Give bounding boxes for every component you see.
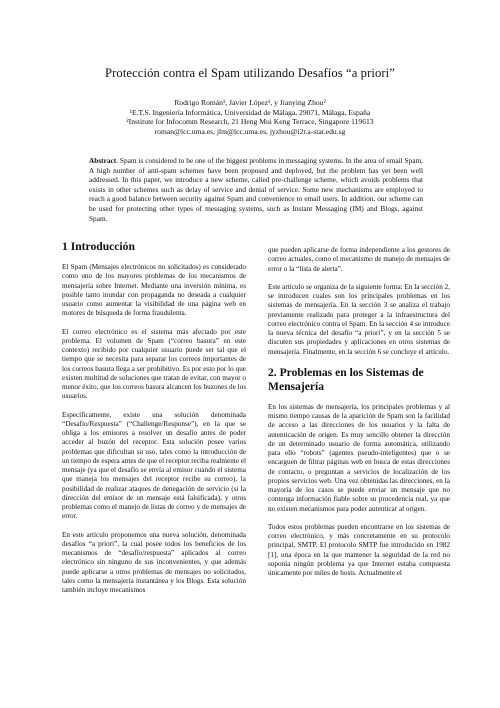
abstract-label: Abstract bbox=[89, 156, 117, 165]
author-emails: roman@lcc.uma.es, jlm@lcc.uma.es, jyzhou@i2r.a-star.edu.sg bbox=[154, 126, 346, 136]
author-names: Rodrigo Román¹, Javier López¹, y Jianying Zhou² bbox=[174, 98, 326, 107]
affiliation-1: ¹E.T.S. Ingeniería Informática, Universidad de Málaga, 29071, Málaga, España bbox=[129, 107, 371, 117]
paragraph: El Spam (Mensajes electrónicos no solicitados) es considerado como uno de los mayores problemas de los mecanismos de mensajería sobre Internet. Mediante una inversión mínima, es posible tanto inundar con propaganda no deseada a cualquier usuario como aumentar la visibilidad de una página web en motores de búsqueda de forma fraudulenta. bbox=[62, 263, 246, 318]
paragraph: que pueden aplicarse de forma independiente a los gestores de correo actuales, como el mecanismo de manejo de mensajes de error o la “lista de alerta”. bbox=[268, 246, 450, 273]
paragraph: El correo electrónico es el sistema más afectado por este problema. El volumen de Spam (“correo basura” en este contexto) recibido por cualquier usuario puede ser tal que el tiempo que se necesita para separar los correos importantes de los correos basura llega a ser prohibitivo. Es por esto por lo que existen multitud de soluciones que tratan de evitar, con mayor o menor éxito, que los correos basura alcancen los buzones de los usuarios. bbox=[62, 327, 246, 401]
paper-title: Protección contra el Spam utilizando Desafíos “a priori” bbox=[105, 66, 395, 80]
affiliation-2: ²Institute for Infocomm Research, 21 Heng Mui Keng Terrace, Singapore 119613 bbox=[126, 117, 374, 127]
paragraph: Todos estos problemas pueden encontrarse en los sistemas de correo electrónico, y más concretamente en su protocolo principal, SMTP. El protocolo SMTP fue introducido en 1982 [1], una época en la que mantener la seguridad de la red no suponía ningún problema ya que Internet estaba compuesta únicamente por miles de hosts. Actualmente el bbox=[268, 522, 450, 577]
paragraph: Este artículo se organiza de la siguiente forma: En la sección 2, se introducen cuales son los principales problemas en los sistemas de mensajería. En la sección 3 se analiza el trabajo previamente realizado para proteger a la infraestructura del correo electrónico contra el Spam. En la sección 4 se introduce la nueva técnica del desafío “a priori”, y en la sección 5 se discuten sus propiedades y aplicaciones en otros sistemas de mensajería. Finalmente, en la sección 6 se concluye el artículo. bbox=[268, 282, 450, 356]
section-2-heading: 2. Problemas en los Sistemas de Mensajería bbox=[268, 365, 424, 393]
abstract-text: . Spam is considered to be one of the biggest problems in messaging systems. In the area of email Spam, A high number of anti-spam schemes have been proposed and deployed, but the problem has yet been well addressed. In this paper, we introduce a new scheme, called pre-challenge scheme, which avoids problems that exists in other schemes such as delay of service and denial of service. Some new mechanisms are employed to reach a good balance between security against Spam and convenience to email users. In addition, our scheme can be used for protecting other types of messaging systems, such as Instant Messaging (IM) and Blogs, against Spam. bbox=[89, 156, 423, 223]
right-column bbox=[268, 246, 450, 587]
paragraph: Específicamente, existe una solución denominada “Desafío/Respuesta” (“Challenge/Response”), en la que se obliga a los emisores a resolver un desafío antes de poder acceder al buzón del receptor. Esta solución posee varios problemas que dificultan su uso, tales como la introducción de un tiempo de espera antes de que el receptor reciba realmente el mensaje (ya que el desafío se envía al emisor cuando el sistema que maneja los mensajes del receptor recibe su correo), la posibilidad de realizar ataques de denegación de servicio (si la dirección del emisor de un mensaje está falsificada), y otros problemas como el manejo de listas de correo y de mensajes de error. bbox=[62, 410, 246, 521]
abstract bbox=[89, 156, 423, 223]
left-column bbox=[62, 240, 246, 604]
author-block bbox=[0, 98, 500, 136]
section-1-heading: 1 Introducción bbox=[62, 240, 135, 253]
paragraph: En este artículo proponemos una nueva solución, denominada desafíos “a priori”, la cual posee todos los beneficios de los mecanismos de “desafío/respuesta” aplicados al correo electrónico sin ninguno de sus inconvenientes, y que además puede aplicarse a otros problemas de mensajes no solicitados, tales como la mensajería instantánea y los Blogs. Esta solución también incluye mecanismos bbox=[62, 530, 246, 594]
paragraph: En los sistemas de mensajería, los principales problemas y al mismo tiempo causas de la aparición de Spam son la facilidad de acceso a las direcciones de los usuarios y la falta de autenticación de origen. Es muy sencillo obtener la dirección de un determinado usuario de forma automática, utilizando para ello “robots” (agentes pseudo-inteligentes) que o se encarguen de filtrar páginas web en busca de estas direcciones de contacto, o preguntan a servicios de localización de los propios servicios web. Una vez obtenidas las direcciones, en la mayoría de los casos se puede enviar un mensaje que no contenga información fiable sobre su procedencia real, ya que no existen mecanismos para poder autenticar al origen. bbox=[268, 402, 450, 513]
